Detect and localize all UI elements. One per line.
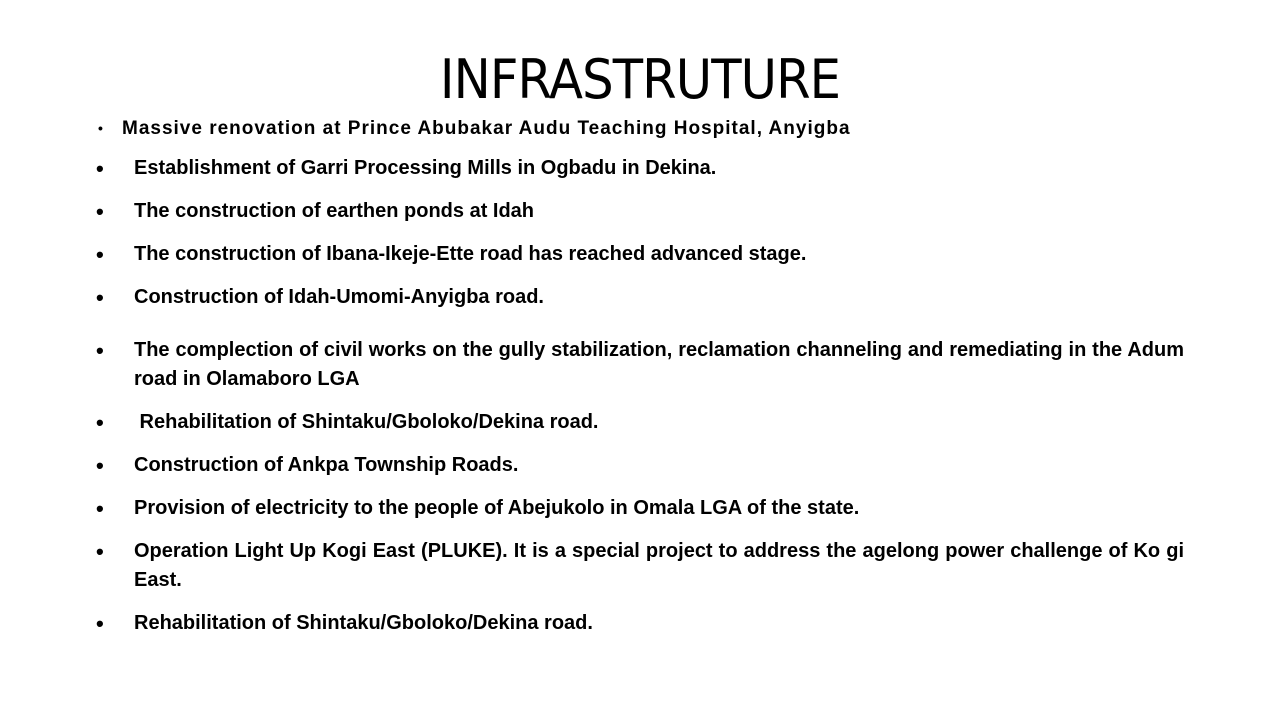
list-item-text: Operation Light Up Kogi East (PLUKE). It is a special project to address the agelong power challenge of Ko gi East. xyxy=(134,540,1184,591)
bullet-icon: • xyxy=(98,120,103,136)
list-item-text: Construction of Ankpa Township Roads. xyxy=(134,454,519,476)
slide-title: INFRASTRUTURE xyxy=(439,48,841,111)
bullet-icon: • xyxy=(96,496,104,521)
bullet-icon: • xyxy=(96,285,104,310)
bullet-icon: • xyxy=(96,338,104,363)
bullet-icon: • xyxy=(96,410,104,435)
bullet-icon: • xyxy=(96,242,104,267)
list-item-text: Establishment of Garri Processing Mills in Ogbadu in Dekina. xyxy=(134,157,717,179)
list-item-text: Rehabilitation of Shintaku/Gboloko/Dekina road. xyxy=(134,411,599,433)
list-item-text: Provision of electricity to the people of Abejukolo in Omala LGA of the state. xyxy=(134,497,860,519)
bullet-icon: • xyxy=(96,199,104,224)
list-item-text: Rehabilitation of Shintaku/Gboloko/Dekina road. xyxy=(134,612,593,634)
bullet-icon: • xyxy=(96,156,104,181)
bullet-icon: • xyxy=(96,539,104,564)
bullet-icon: • xyxy=(96,611,104,636)
list-item-text: Construction of Idah-Umomi-Anyigba road. xyxy=(134,286,544,308)
bullet-icon: • xyxy=(96,453,104,478)
list-item-text: The complection of civil works on the gully stabilization, reclamation channeling and remediating in the Adum road in Olamaboro LGA xyxy=(134,339,1184,390)
list-item-text: The construction of Ibana-Ikeje-Ette road has reached advanced stage. xyxy=(134,243,807,265)
list-item-text: Massive renovation at Prince Abubakar Audu Teaching Hospital, Anyigba xyxy=(122,118,851,139)
list-item-text: The construction of earthen ponds at Idah xyxy=(134,200,535,222)
